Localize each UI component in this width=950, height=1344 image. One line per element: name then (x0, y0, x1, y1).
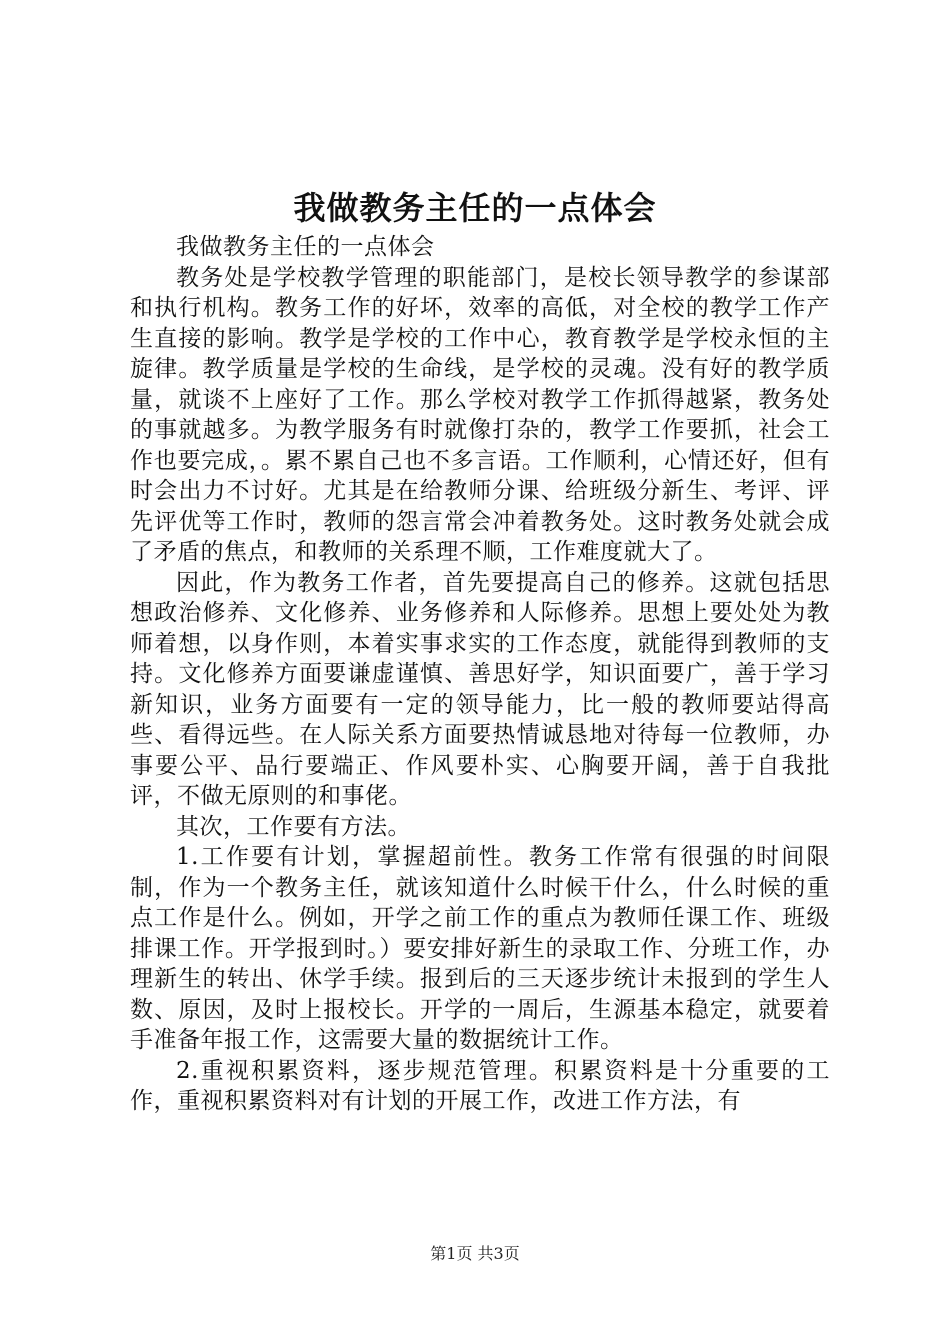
paragraph-point-1: 1.工作要有计划，掌握超前性。教务工作常有很强的时间限制，作为一个教务主任，就该知道什么时候干什么，什么时候的重点工作是什么。例如，开学之前工作的重点为教师任课工作、班级排课工作。开学报到时。）要安排好新生的录取工作、分班工作，办理新生的转出、休学手续。报到后的三天逐步统计未报到的学生人数、原因，及时上报校长。开学的一周后，生源基本稳定，就要着手准备年报工作，这需要大量的数据统计工作。 (130, 844, 830, 1053)
paragraph-cultivation: 因此，作为教务工作者，首先要提高自己的修养。这就包括思想政治修养、文化修养、业务修养和人际修养。思想上要处处为教师着想，以身作则，本着实事求实的工作态度，就能得到教师的支持。文化修养方面要谦虚谨慎、善思好学，知识面要广，善于学习新知识，业务方面要有一定的领导能力，比一般的教师要站得高些、看得远些。在人际关系方面要热情诚恳地对待每一位教师，办事要公平、品行要端正、作风要朴实、心胸要开阔，善于自我批评，不做无原则的和事佬。 (130, 569, 830, 809)
paragraph-point-2: 2.重视积累资料，逐步规范管理。积累资料是十分重要的工作，重视积累资料对有计划的开展工作，改进工作方法，有 (130, 1057, 830, 1114)
document-title: 我做教务主任的一点体会 (293, 189, 657, 227)
paragraph-intro: 教务处是学校教学管理的职能部门，是校长领导教学的参谋部和执行机构。教务工作的好坏，效率的高低，对全校的教学工作产生直接的影响。教学是学校的工作中心，教育教学是学校永恒的主旋律。教学质量是学校的生命线，是学校的灵魂。没有好的教学质量，就谈不上座好了工作。那么学校对教学工作抓得越紧，教务处的事就越多。为教学服务有时就像打杂的，教学工作要抓，社会工作也要完成，。累不累自己也不多言语。工作顺利，心情还好，但有时会出力不讨好。尤其是在给教师分课、给班级分新生、考评、评先评优等工作时，教师的怨言常会冲着教务处。这时教务处就会成了矛盾的焦点，和教师的关系理不顺，工作难度就大了。 (130, 264, 830, 565)
page-number-footer: 第1页 共3页 (430, 1244, 520, 1263)
paragraph-method-heading: 其次，工作要有方法。 (176, 813, 411, 840)
paragraph-subtitle: 我做教务主任的一点体会 (176, 234, 435, 260)
document-body (130, 232, 830, 1117)
